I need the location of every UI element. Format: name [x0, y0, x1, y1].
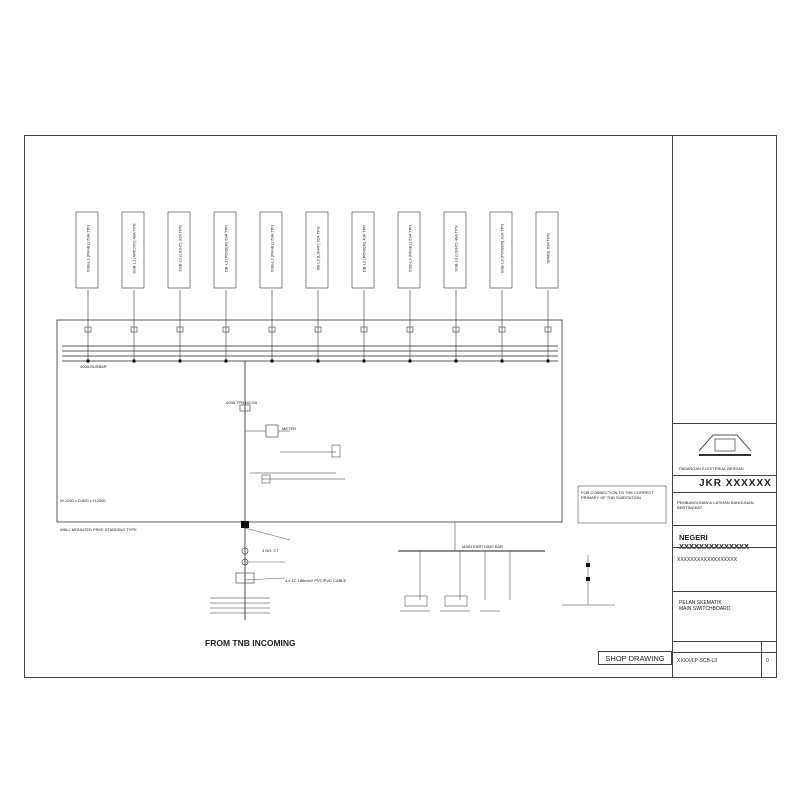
panel-enclosure: [57, 320, 562, 522]
feeder-junction: [225, 360, 228, 363]
revision: 0: [766, 658, 769, 664]
feeder-junction: [317, 360, 320, 363]
feeder-junction: [133, 360, 136, 363]
project-name: PEMBANGUNAN & LATIHAN BANGUNAN BERTINGKAT: [677, 500, 754, 510]
feeder-junction: [409, 360, 412, 363]
jkr-label: JKR XXXXXX: [699, 478, 772, 489]
feeder-junction: [501, 360, 504, 363]
feeder-label: SSB-L3 (LIGHT) 40A TPN: [453, 225, 459, 272]
meter-symbol: [266, 425, 278, 437]
earthing-label: MAIN EARTHING BAR: [462, 544, 504, 549]
feeder-junction: [87, 360, 90, 363]
feeder-label: SSB-L2 (PANEL) 63A TPN: [269, 224, 275, 273]
drawing-title-1: PELAN SKEMATIK: [679, 600, 722, 606]
shop-drawing-stamp: SHOP DRAWING: [598, 651, 672, 665]
busbar-label: 400A BUSBAR: [80, 364, 107, 369]
feeder-junction: [455, 360, 458, 363]
cts-label: 3 NO. CT: [262, 548, 279, 553]
sizes-note: W:1200 x D:600 x H:2000: [60, 498, 106, 503]
contractor-name: XXXXXXXXXXXXXXXXXX: [677, 557, 738, 563]
negeri-label: NEGERI: [679, 533, 708, 542]
feeder-label: DB-L1 (POWER) 63A TPN: [223, 224, 229, 273]
drawing-number: XXXX/LP-SCB-L3: [677, 658, 718, 664]
reference-note: FOR CONNECTION TO THE CORRECT PRIMARY OF TNB SUBSTATION: [581, 490, 654, 500]
title-block: [672, 135, 777, 678]
main-breaker-label: 400A TPN MCCB: [226, 400, 258, 405]
feeder-label: SSB-L1 (AIRCON) 40A TPN: [131, 223, 137, 274]
feeder-label: DB-L2 (POWER) 40A TPN: [361, 224, 367, 273]
feeder-junction: [271, 360, 274, 363]
drawing-title-2: MAIN SWITCHBOARD: [679, 606, 731, 612]
feeder-junction: [547, 360, 550, 363]
feeder-label: SSB-L1 (PANEL) 63A TPN: [85, 224, 91, 273]
wall-note: WALL MOUNTED FREE STANDING TYPE: [60, 527, 137, 532]
feeder-label: SSB-L1 (LIGHT) 32A TPN: [177, 225, 183, 272]
feeder-label: SSB-L3 (POWER) 32A TPN: [499, 223, 505, 274]
feeder-junction: [179, 360, 182, 363]
feeder-label: DB-L2 (LIGHT) 32A TPN: [315, 226, 321, 271]
feeder-label: SSB-L3 (PANEL) 63A TPN: [407, 224, 413, 273]
feeder-junction: [363, 360, 366, 363]
company-logo: [693, 429, 757, 463]
cable-note: 4 x 1C 185mm2 PVC/PVC CABLE: [285, 578, 347, 583]
incoming-title: FROM TNB INCOMING: [205, 638, 296, 648]
meter-label: METER: [282, 426, 296, 431]
logo-caption: PASANGAN ELEKTRIKAL BERHAD: [679, 466, 744, 471]
incoming-node: [241, 521, 249, 528]
busbar: [62, 346, 558, 361]
feeder-label: SPARE 63A TPN: [545, 233, 551, 264]
